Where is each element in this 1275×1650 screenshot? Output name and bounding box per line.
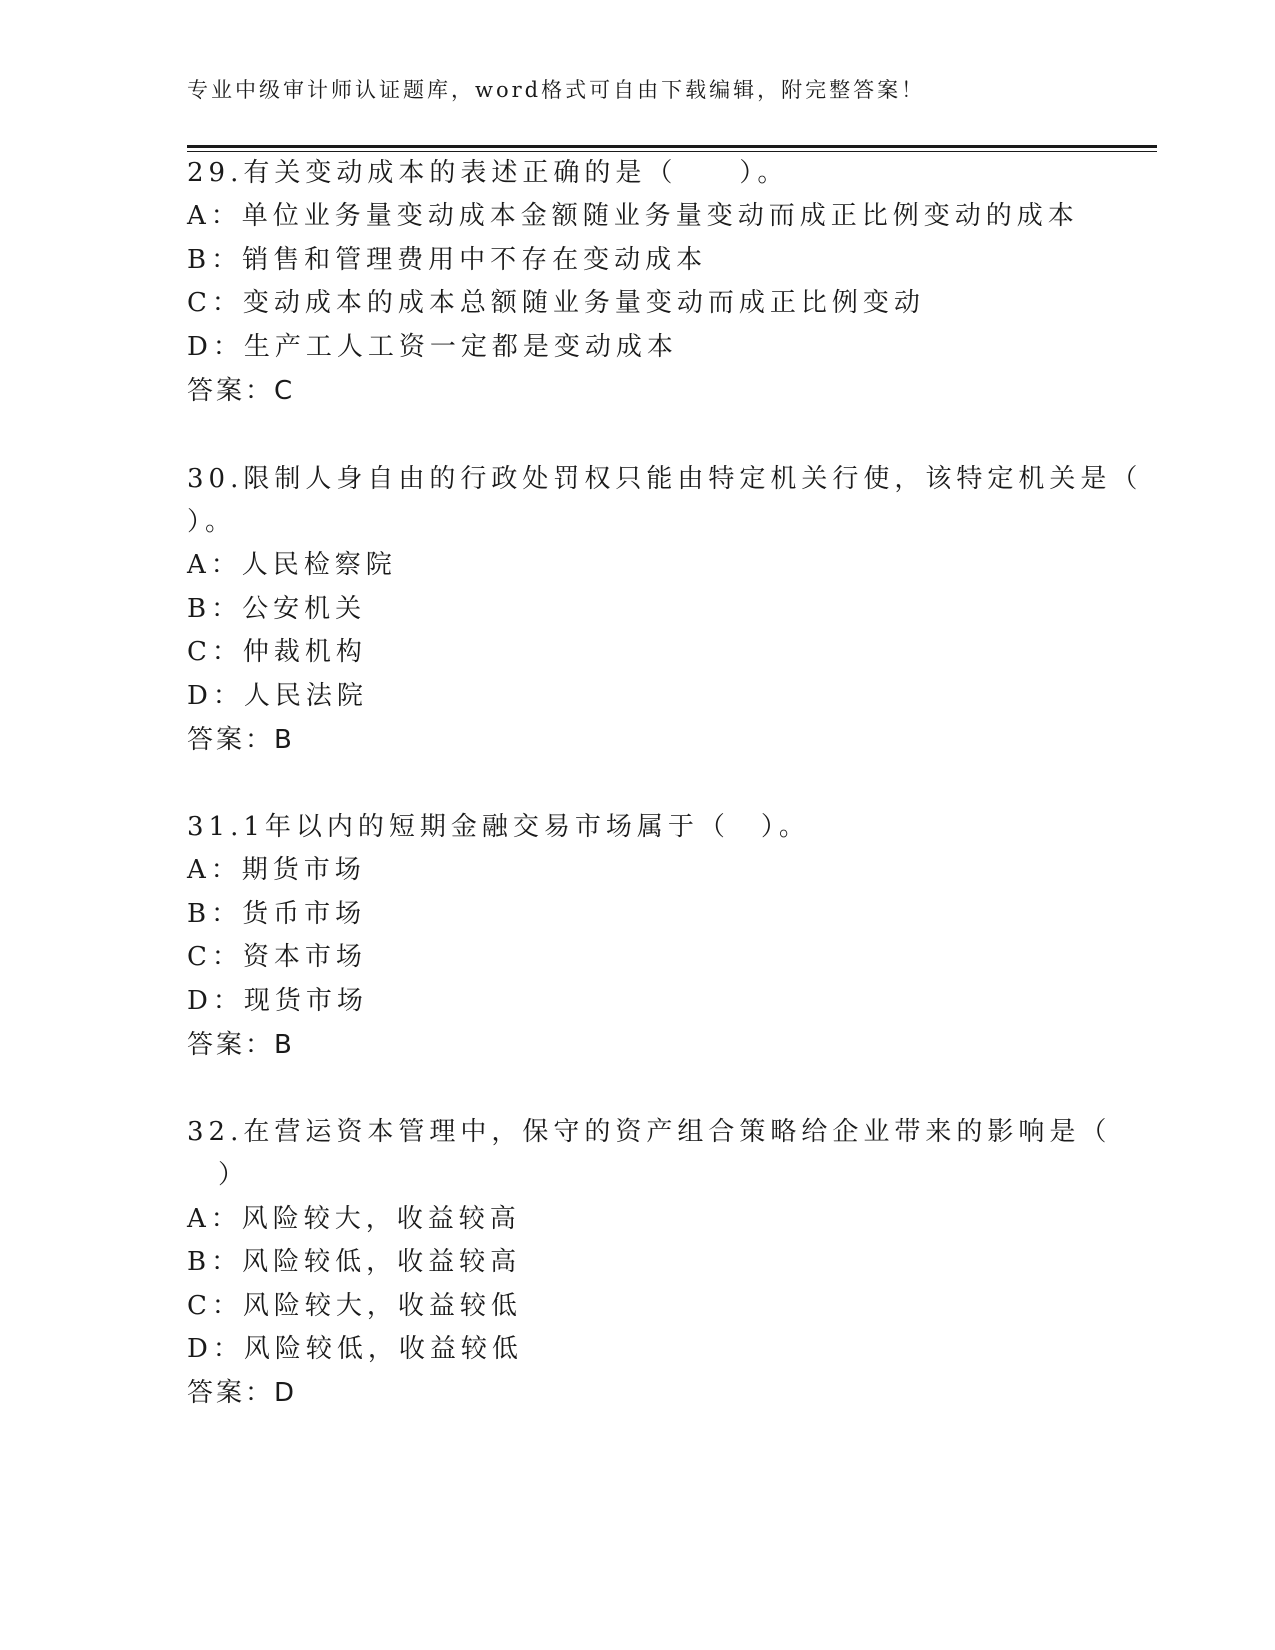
option-b: B：销售和管理费用中不存在变动成本 xyxy=(187,245,708,275)
option-a: A：人民检察院 xyxy=(187,550,397,580)
option-c: C：风险较大，收益较低 xyxy=(187,1291,522,1321)
option-b: B：公安机关 xyxy=(187,594,367,624)
option-c: C：仲裁机构 xyxy=(187,637,367,667)
option-c: C：资本市场 xyxy=(187,942,367,972)
page-header: 专业中级审计师认证题库，word格式可自由下载编辑，附完整答案！ xyxy=(187,78,926,102)
answer-label: 答案：D xyxy=(187,1378,298,1408)
option-a: A：期货市场 xyxy=(187,855,366,885)
option-b: B：风险较低，收益较高 xyxy=(187,1247,522,1277)
question-stem: 31.1年以内的短期金融交易市场属于（ ）。 xyxy=(187,812,810,842)
option-d: D：生产工人工资一定都是变动成本 xyxy=(187,332,678,362)
question-stem: 30.限制人身自由的行政处罚权只能由特定机关行使，该特定机关是（ xyxy=(187,464,1143,494)
answer-label: 答案：C xyxy=(187,376,296,406)
question-stem-continued: ）。 xyxy=(187,507,237,537)
question-stem: 32.在营运资本管理中，保守的资产组合策略给企业带来的影响是（ xyxy=(187,1117,1112,1147)
option-d: D：风险较低，收益较低 xyxy=(187,1334,523,1364)
answer-label: 答案：B xyxy=(187,725,295,755)
option-a: A：风险较大，收益较高 xyxy=(187,1204,521,1234)
header-rule-thin xyxy=(187,151,1157,152)
option-d: D：人民法院 xyxy=(187,681,368,711)
option-b: B：货币市场 xyxy=(187,899,367,929)
option-a: A：单位业务量变动成本金额随业务量变动而成正比例变动的成本 xyxy=(187,201,1079,231)
header-rule-thick xyxy=(187,145,1157,148)
option-c: C：变动成本的成本总额随业务量变动而成正比例变动 xyxy=(187,288,925,318)
option-d: D：现货市场 xyxy=(187,986,368,1016)
question-stem-continued: ） xyxy=(187,1160,250,1190)
question-stem: 29.有关变动成本的表述正确的是（ ）。 xyxy=(187,158,789,188)
answer-label: 答案：B xyxy=(187,1030,295,1060)
